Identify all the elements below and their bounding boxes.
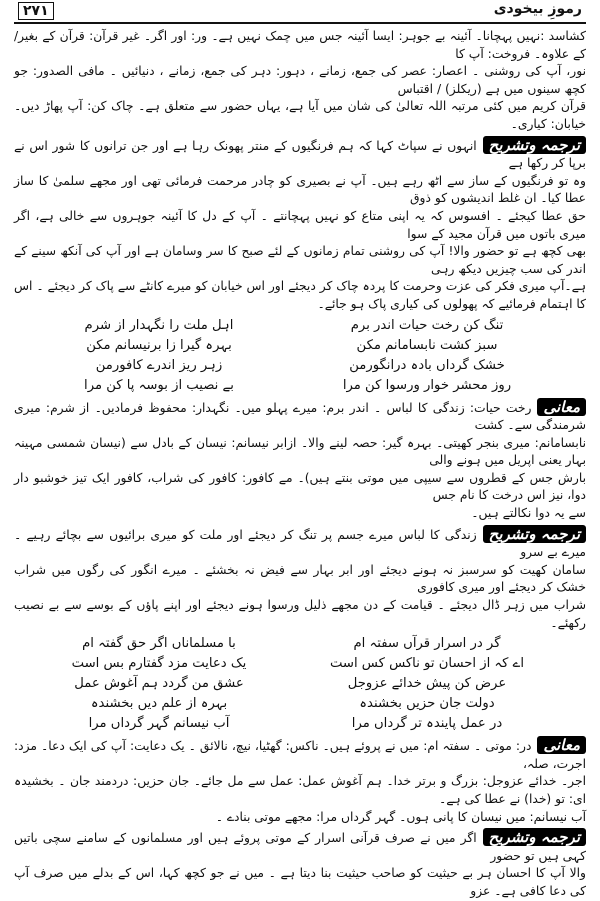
intro-line: کشاسد :نہیں پہچانا۔ آئینہ بے جوہر: ایسا آئینہ جس میں چمک نہیں ہے۔ ور: اور اگر۔ غیر قرآن: قرآن کے بغیر/کے علاوہ۔ فروخت: آپ کا [14, 29, 586, 61]
intro-line: قرآن کریم میں کئی مرتبہ اللہ تعالیٰ کی شان میں آیا ہے، یہاں حضور سے متعلق ہے۔ چاک کن: آپ پھاڑ دیں۔ خیابان: کیاری۔ [14, 99, 586, 131]
verse-second: عشق من گردد ہم آغوش عمل [74, 676, 244, 692]
section-heading: ترجمہ وتشریح [483, 828, 586, 846]
verse-second: یک دعایت مزد گفتارم بس است [71, 656, 247, 672]
section-line: ہے۔آپ میری فکر کی عزت وحرمت کا پردہ چاک کر دیجئے اور اس خیابان کو میرے کانٹے سے پاک کر دیجئے ۔ اس کا اہتمام فرمائیے کہ پھولوں کی کیاری پاک ہو جائے۔ [14, 279, 586, 311]
book-title: رموزِ بیخودی [493, 1, 582, 17]
couplet [34, 356, 552, 376]
intro-paragraph [14, 28, 586, 134]
section-heading: معانی [537, 398, 586, 416]
section-heading: ترجمہ وتشریح [483, 525, 586, 543]
couplet [34, 316, 552, 336]
verse-first: اے کہ از احسان تو ناکس کس است [329, 656, 525, 672]
section-line: حق عطا کیجئے ۔ افسوس کہ یہ اپنی متاع کو نہیں پہچانتے ۔ آپ کے دل کا آئینہ جوہروں سے خالی ہے، اگر میری باتوں میں قرآن مجید کے سوا [14, 208, 586, 241]
couplet [34, 674, 552, 694]
section-line: اگر میں نے صرف قرآنی اسرار کے موتی پروئے ہیں اور مسلمانوں کے سامنے سچی باتیں کہی ہیں تو حضور [14, 831, 586, 863]
couplet [34, 714, 552, 734]
verse-second: بہرہ از علم دیں بخشندہ [90, 696, 228, 712]
section-heading: معانی [537, 736, 586, 754]
section-heading: ترجمہ وتشریح [483, 136, 586, 154]
section-line: آب نیسانم: میں نیسان کا پانی ہوں۔ گہر گرداں مرا: مجھے موتی بنادے ۔ [215, 809, 586, 824]
couplet [34, 336, 552, 356]
translation-section-1 [14, 136, 586, 314]
section-line: بارش جس کے قطروں سے سیپی میں موتی بنتے ہیں)۔ مے کافور: کافور کی شراب، کافور ایک تیز خوشبو دار دوا، نیز اس درخت کا نام جس [14, 470, 586, 503]
verse-first: عرض کن پیش خدائے عزوجل [347, 676, 507, 692]
verse-first: گر در اسرار قرآں سفتہ ام [353, 636, 501, 652]
section-line: وہ تو فرنگیوں کے ساز سے اٹھ رہے ہیں۔ آپ نے بصیری کو چادر مرحمت فرمائی تھی اور مجھے سلمیٰ کا ساز عطا کیا۔ ان غلط اندیشوں کو ذوق [14, 173, 586, 206]
section-line: اجر۔ خدائے عزوجل: بزرگ و برتر خدا۔ ہم آغوش عمل: عمل سے مل جائے۔ جان حزیں: دردمند جان ۔ بخشیدہ ای: تو (خدا) نے عطا کی ہے۔ [14, 774, 586, 806]
section-line: در: موتی ۔ سفتہ ام: میں نے پروئے ہیں۔ ناکس: گھٹیا، نیچ، نالائق ۔ یک دعایت: آپ کی ایک دعا۔ مزد: اجرت، صلہ، [14, 739, 586, 771]
section-line: انہوں نے سپاٹ کہا کہ ہم فرنگیوں کے منتر پھونک رہا ہے اور جن ترانوں کا شور اس نے برپا کر رکھا ہے [14, 138, 586, 171]
section-line: سے یہ دوا نکالتے ہیں۔ [471, 506, 586, 521]
verse-first: تنگ کن رخت حیات اندر برم [350, 317, 504, 333]
section-line: نابسامانم: میری بنجر کھیتی۔ بہرہ گیر: حصہ لینے والا۔ ازابر نیسانم: نیسان کے بادل سے (نیسان شمسی مہینہ بہار یعنی اپریل میں ہونے والی [14, 435, 586, 468]
page-header [14, 0, 586, 24]
section-line: شراب میں زہر ڈال دیجئے ۔ قیامت کے دن مجھے ذلیل ورسوا ہونے دیجئے اور اپنے پاؤں کے بوسے سے بے نصیب رکھئے۔ [14, 598, 586, 630]
meanings-section-1 [14, 398, 586, 523]
verse-second: آب نیسانم گہر گرداں مرا [88, 716, 230, 732]
verse-second: زہر ریز اندرے کافورمن [95, 357, 223, 373]
couplet [34, 376, 552, 396]
verse-second: بے نصیب از بوسہ پا کن مرا [84, 377, 234, 393]
page-number: ۲۷۱ [18, 2, 54, 20]
couplet [34, 654, 552, 674]
intro-line: نور، آپ کی روشنی ۔ اعصار: عصر کی جمع، زمانے ، دہور: دہر کی جمع، زمانے ، دنیائیں ۔ مافی الصدور: جو کچھ سینوں میں ہے (ریکلز) / اقتباس [14, 64, 586, 96]
verse-first: خشک گرداں بادہ درانگورمن [349, 357, 505, 373]
verse-first: در عمل پایندہ تر گرداں مرا [351, 716, 503, 732]
section-line: سامان کھیت کو سرسبز نہ ہونے دیجئے اور ابر بہار سے فیض نہ بخشئے ۔ میرے انگور کی رگوں میں شراب خشک کر دیجئے اور میری کافوری [14, 562, 586, 595]
section-line: زندگی کا لباس میرے جسم پر تنگ کر دیجئے اور ملت کو میری برائیوں سے بچائے رہیے ۔ میرے بے سرو [14, 527, 586, 560]
poem-block-1 [34, 316, 552, 396]
verse-first: سبز کشت نابسامانم مکن [356, 337, 498, 353]
translation-section-2 [14, 525, 586, 633]
verse-second: با مسلماناں اگر حق گفتہ ام [82, 636, 236, 652]
couplet [34, 634, 552, 654]
verse-second: بہرہ گیرا زا برنیسانم مکن [86, 337, 232, 353]
section-line: والا آپ کا احسان ہر بے حیثیت کو صاحب حیثیت بنا دیتا ہے ۔ میں نے جو کچھ کہا، اس کے بدلے میں صرف آپ کی دعا کافی ہے۔ عزو [14, 866, 586, 898]
couplet [34, 694, 552, 714]
poem-block-2 [34, 634, 552, 734]
translation-section-3 [14, 828, 586, 900]
verse-first: دولت جان حزیں بخشندہ [359, 696, 495, 712]
section-line: بھی کچھ ہے تو حضور والا! آپ کی روشنی تمام زمانوں کے لئے صبح کا سر وسامان ہے اور آپ کی آنکھ سینے کے اندر کی سب چیزیں دیکھ رہی [14, 244, 586, 276]
verse-first: روز محشر خوار ورسوا کن مرا [342, 377, 512, 393]
section-line: رخت حیات: زندگی کا لباس ۔ اندر برم: میرے پہلو میں۔ نگہدار: محفوظ فرمادیں۔ از شرم: میری شرمندگی سے۔ کشت [14, 400, 586, 433]
verse-second: اہل ملت را نگہدار از شرم [84, 317, 234, 333]
